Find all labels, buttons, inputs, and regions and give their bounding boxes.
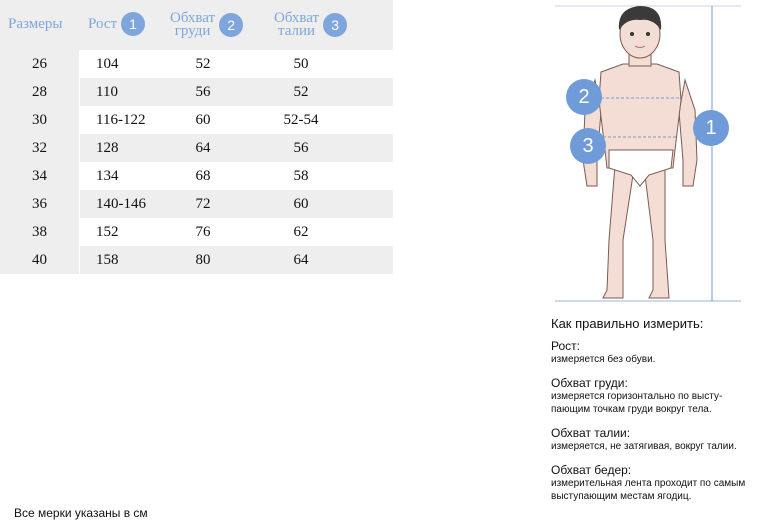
child-measurement-illustration — [553, 0, 743, 304]
right-leg — [645, 165, 669, 298]
table-row — [0, 78, 393, 106]
cell-size: 38 — [0, 218, 80, 246]
cell-chest: 52 — [195, 55, 211, 72]
cell-waist: 60 — [293, 195, 309, 212]
units-footnote: Все мерки указаны в см — [14, 506, 148, 520]
cell-chest: 72 — [195, 195, 211, 212]
header-height: Рост 1 — [88, 12, 145, 36]
cell-waist: 50 — [293, 55, 309, 72]
table-row — [0, 162, 393, 190]
cell-chest: 68 — [195, 167, 211, 184]
cell-waist: 62 — [293, 223, 309, 240]
instruction-hips: Обхват бедер: измерительная лента проходит по самым выступающим местам ягодиц. — [551, 463, 746, 502]
cell-chest: 64 — [195, 139, 211, 156]
cell-size: 40 — [0, 246, 80, 274]
table-body — [0, 50, 393, 274]
cell-chest: 56 — [195, 83, 211, 100]
cell-size: 30 — [0, 106, 80, 134]
instructions-title: Как правильно измерить: — [551, 316, 704, 331]
instruction-height: Рост: измеряется без обуви. — [551, 339, 656, 365]
header-chest-label: Обхват груди — [170, 10, 216, 39]
left-eye — [630, 32, 634, 36]
cell-size: 34 — [0, 162, 80, 190]
cell-size: 32 — [0, 134, 80, 162]
left-leg — [603, 165, 633, 298]
callout-waist: 3 — [570, 128, 606, 164]
cell-height: 104 — [96, 55, 119, 72]
callout-height: 1 — [693, 110, 729, 146]
instruction-chest: Обхват груди: измеряется горизонтально по высту-пающим точкам груди вокруг тела. — [551, 376, 723, 415]
measurement-instructions — [551, 316, 756, 513]
header-waist — [274, 12, 347, 38]
instruction-waist: Обхват талии: измеряется, не затягивая, вокруг талии. — [551, 426, 737, 452]
cell-waist: 64 — [293, 251, 309, 268]
cell-height: 128 — [96, 139, 119, 156]
table-header — [0, 0, 393, 50]
cell-height: 152 — [96, 223, 119, 240]
table-row — [0, 106, 393, 134]
cell-waist: 52 — [293, 83, 309, 100]
size-table — [0, 0, 393, 274]
cell-size: 26 — [0, 50, 80, 78]
table-row — [0, 246, 393, 274]
right-eye — [646, 32, 650, 36]
badge-waist: 3 — [323, 13, 347, 37]
cell-chest: 80 — [195, 251, 211, 268]
cell-height: 158 — [96, 251, 119, 268]
table-row — [0, 190, 393, 218]
cell-height: 140-146 — [96, 195, 146, 212]
cell-waist: 58 — [293, 167, 309, 184]
callout-chest: 2 — [566, 79, 602, 115]
cell-waist: 52-54 — [283, 111, 319, 128]
table-row — [0, 134, 393, 162]
cell-waist: 56 — [293, 139, 309, 156]
badge-height: 1 — [121, 12, 145, 36]
cell-height: 110 — [96, 83, 118, 100]
cell-size: 36 — [0, 190, 80, 218]
header-size: Размеры — [8, 16, 63, 32]
header-waist-label: Обхват талии — [274, 10, 320, 39]
cell-size: 28 — [0, 78, 80, 106]
cell-height: 134 — [96, 167, 119, 184]
table-row — [0, 218, 393, 246]
cell-height: 116-122 — [96, 111, 146, 128]
badge-chest: 2 — [219, 13, 243, 37]
header-chest — [170, 12, 243, 38]
table-row — [0, 50, 393, 78]
cell-chest: 60 — [195, 111, 211, 128]
cell-chest: 76 — [195, 223, 211, 240]
